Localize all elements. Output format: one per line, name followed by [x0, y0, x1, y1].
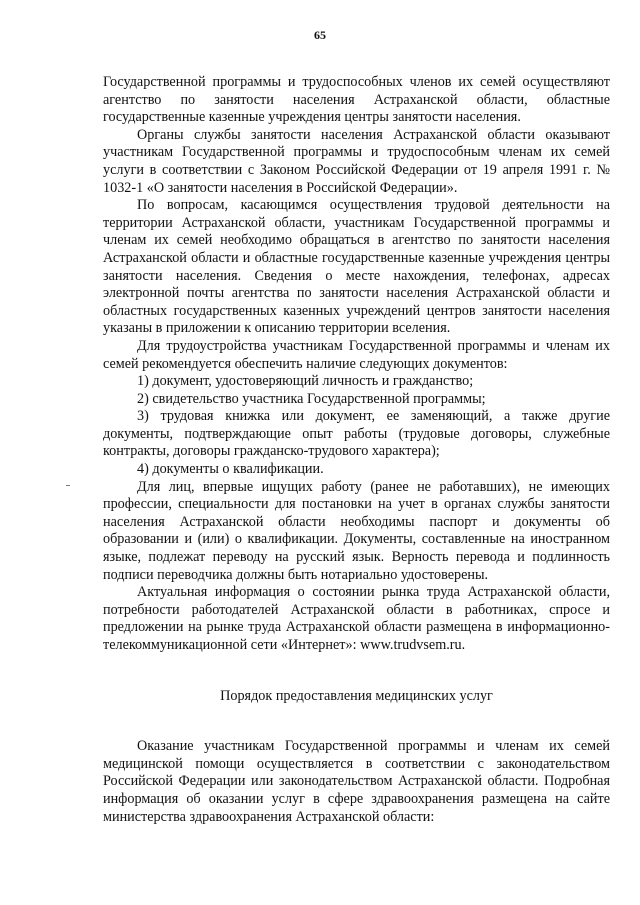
paragraph-employment-services: Органы службы занятости населения Астраханской области оказывают участникам Государственной программы и трудоспособным членам их семей услуги в соответствии с Законом Российской Федерации от 19 апреля 1991 г. № 1032-1 «О занятости населения в Российской Федерации». [103, 126, 610, 196]
paragraph-labor-market-info: Актуальная информация о состоянии рынка труда Астраханской области, потребности работодателей Астраханской области в работниках, спросе и предложении на рынке труда Астраханской области размещена в информационно-телекоммуникационной сети «Интернет»: www.trudvsem.ru. [103, 584, 610, 653]
margin-mark [66, 485, 70, 486]
list-item-participant-certificate: 2) свидетельство участника Государственной программы; [137, 390, 486, 407]
page-number: 65 [314, 28, 326, 42]
section-heading-medical-services: Порядок предоставления медицинских услуг [220, 687, 493, 704]
list-item-work-record: 3) трудовая книжка или документ, ее заменяющий, а также другие документы, подтверждающие опыт работы (трудовые договоры, служебные контракты, договоры гражданско-трудового характера); [103, 408, 610, 460]
paragraph-medical-assistance: Оказание участникам Государственной программы и членам их семей медицинской помощи осуществляется в соответствии с законодательством Российской Федерации или законодательством Астраханской области. Подробная информация об оказании услуг в сфере здравоохранения размещена на сайте министерства здравоохранения Астраханской области: [103, 738, 610, 825]
paragraph-first-time-job-seekers: Для лиц, впервые ищущих работу (ранее не работавших), не имеющих профессии, специальности для постановки на учет в органах службы занятости населения Астраханской области необходимы паспорт и документы об образовании и (или) о квалификации. Документы, составленные на иностранном языке, подлежат переводу на русский язык. Верность перевода и подлинность подписи переводчика должны быть нотариально удостоверены. [103, 478, 610, 583]
paragraph-labor-questions: По вопросам, касающимся осуществления трудовой деятельности на территории Астраханской области, участникам Государственной программы и членам их семей необходимо обращаться в агентство по занятости населения Астраханской области и областные государственные казенные учреждения центры занятости населения. Сведения о месте нахождения, телефонах, адресах электронной почты агентства по занятости населения Астраханской области и областных государственных казенных учреждений центров занятости населения указаны в приложении к описанию территории вселения. [103, 197, 610, 337]
list-item-identity-document: 1) документ, удостоверяющий личность и гражданство; [137, 373, 474, 390]
paragraph-documents-intro: Для трудоустройства участникам Государственной программы и членам их семей рекомендуется обеспечить наличие следующих документов: [103, 337, 610, 372]
list-item-qualification-documents: 4) документы о квалификации. [137, 461, 324, 478]
document-body [103, 74, 610, 826]
paragraph-continuation: Государственной программы и трудоспособных членов их семей осуществляют агентство по занятости населения Астраханской области, областные государственные казенные учреждения центры занятости населения. [103, 74, 610, 126]
